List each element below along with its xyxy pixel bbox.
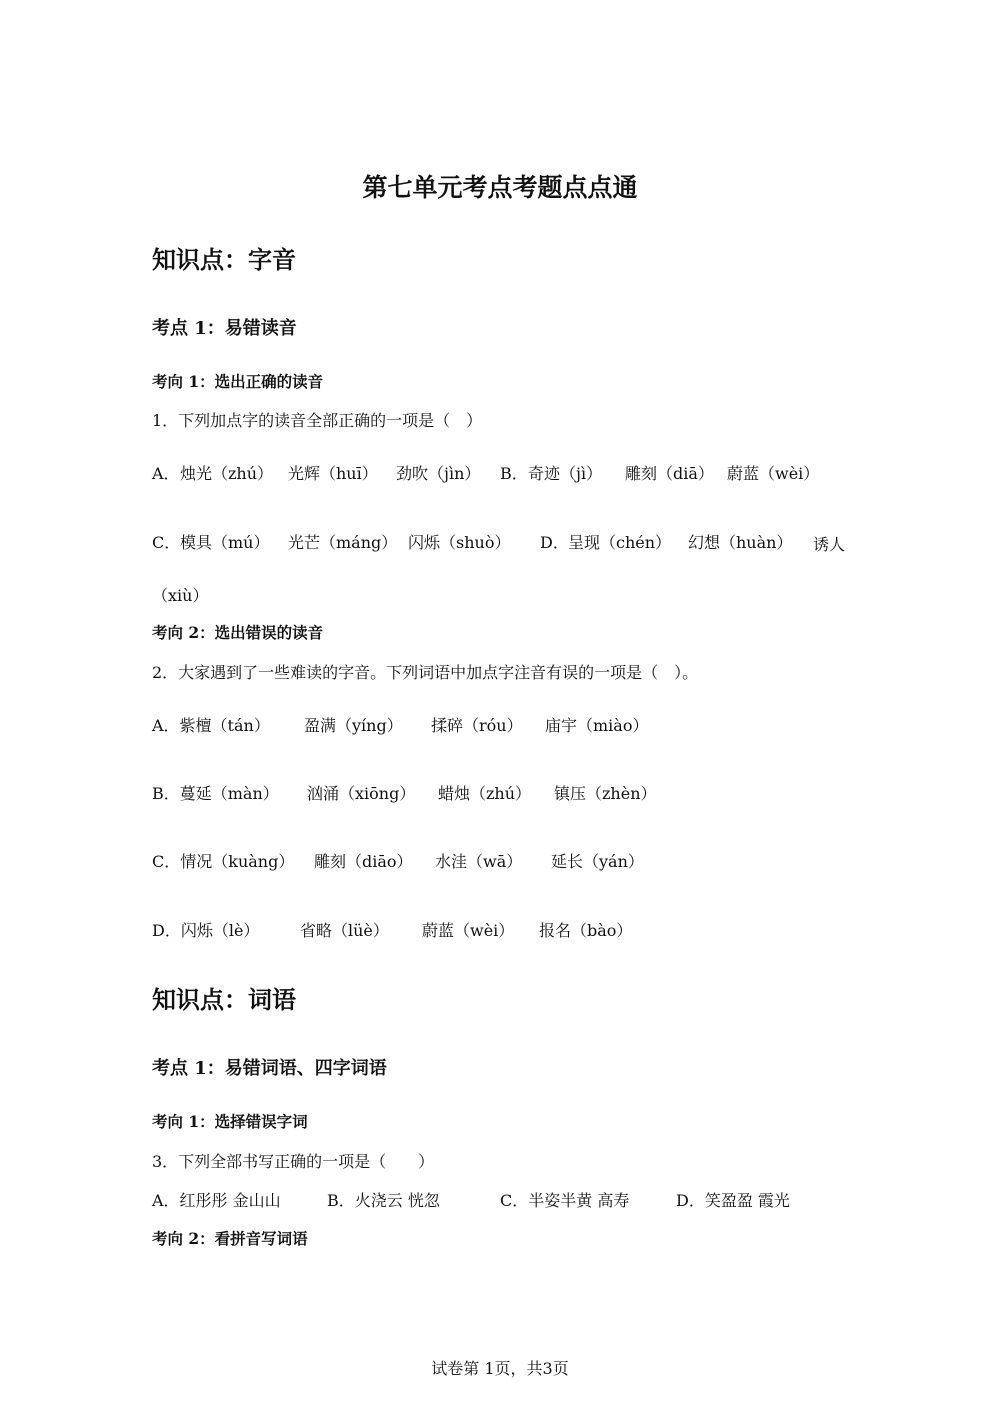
q2-option-d-word-3: 蔚蓝（wèi） — [422, 921, 515, 940]
q2-option-a-word-1: A．紫檀（tán） — [152, 716, 270, 735]
q1-option-c-word-1: 模具（mú） — [180, 533, 270, 552]
kaoxiang-heading-2: 考向 2：选出错误的读音 — [152, 623, 324, 642]
q1-option-a-label: A． — [152, 464, 180, 483]
q2-option-a-word-2: 盈满（yíng） — [304, 716, 403, 735]
q3-option-b: B．火浇云 恍忽 — [327, 1191, 440, 1210]
kaoxiang-heading-vocabulary-1: 考向 1：选择错误字词 — [152, 1112, 308, 1131]
section-heading-vocabulary: 知识点：词语 — [152, 985, 296, 1014]
q1-option-d-word-3: 诱人 — [813, 535, 846, 554]
section-heading-pronunciation: 知识点：字音 — [152, 245, 296, 274]
kaodian-heading-vocabulary: 考点 1：易错词语、四字词语 — [152, 1058, 387, 1079]
q2-option-c-word-3: 水洼（wā） — [435, 852, 523, 871]
q2-option-a-word-4: 庙宇（miào） — [545, 716, 649, 735]
q2-option-b-word-3: 蜡烛（zhú） — [438, 784, 532, 803]
q1-option-c-label: C． — [152, 533, 181, 552]
q2-option-d-word-2: 省略（lüè） — [300, 921, 389, 940]
question-2-stem: 2．大家遇到了一些难读的字音。下列词语中加点字注音有误的一项是（ ）。 — [152, 663, 699, 682]
q1-option-b-word-2: 雕刻（diā） — [625, 464, 714, 483]
page-title: 第七单元考点考题点点通 — [362, 173, 638, 202]
q3-option-d: D．笑盈盈 霞光 — [676, 1191, 790, 1210]
q2-option-b-word-1: B．蔓延（màn） — [152, 784, 279, 803]
q2-option-c-word-4: 延长（yán） — [551, 852, 644, 871]
q1-option-a-word-2: 光辉（huī） — [288, 464, 378, 483]
q1-option-a-word-3: 劲吹（jìn） — [396, 464, 481, 483]
q1-option-a-word-1: 烛光（zhú） — [180, 464, 274, 483]
q2-option-b-word-2: 汹涌（xiōng） — [307, 784, 416, 803]
q2-option-d-word-4: 报名（bào） — [539, 921, 633, 940]
q3-option-a: A．红彤彤 金山山 — [152, 1191, 281, 1210]
question-1-stem: 1．下列加点字的读音全部正确的一项是（ ） — [152, 411, 483, 430]
q1-option-b-label: B． — [500, 464, 528, 483]
q3-option-c: C．半姿半黄 高寿 — [500, 1191, 630, 1210]
q1-option-d-word-2: 幻想（huàn） — [688, 533, 793, 552]
q2-option-d-word-1: D．闪烁（lè） — [152, 921, 260, 940]
q1-option-b-word-1: 奇迹（jì） — [528, 464, 603, 483]
q2-option-b-word-4: 镇压（zhèn） — [554, 784, 657, 803]
q2-option-c-word-1: C．情况（kuàng） — [152, 852, 295, 871]
q1-option-d-label: D． — [540, 533, 569, 552]
q1-option-c-word-3: 闪烁（shuò） — [408, 533, 511, 552]
q1-option-c-word-2: 光芒（máng） — [288, 533, 398, 552]
q2-option-c-word-2: 雕刻（diāo） — [314, 852, 413, 871]
q1-option-d-word-3-pinyin: （xiù） — [152, 586, 209, 605]
question-3-stem: 3．下列全部书写正确的一项是（ ） — [152, 1152, 435, 1171]
kaodian-heading: 考点 1：易错读音 — [152, 318, 297, 339]
q1-option-d-word-1: 呈现（chén） — [568, 533, 672, 552]
page-footer: 试卷第 1页，共3页 — [431, 1359, 569, 1378]
kaoxiang-heading-vocabulary-2: 考向 2：看拼音写词语 — [152, 1229, 308, 1248]
q2-option-a-word-3: 揉碎（róu） — [431, 716, 523, 735]
q1-option-b-word-3: 蔚蓝（wèi） — [727, 464, 820, 483]
kaoxiang-heading: 考向 1：选出正确的读音 — [152, 372, 324, 391]
